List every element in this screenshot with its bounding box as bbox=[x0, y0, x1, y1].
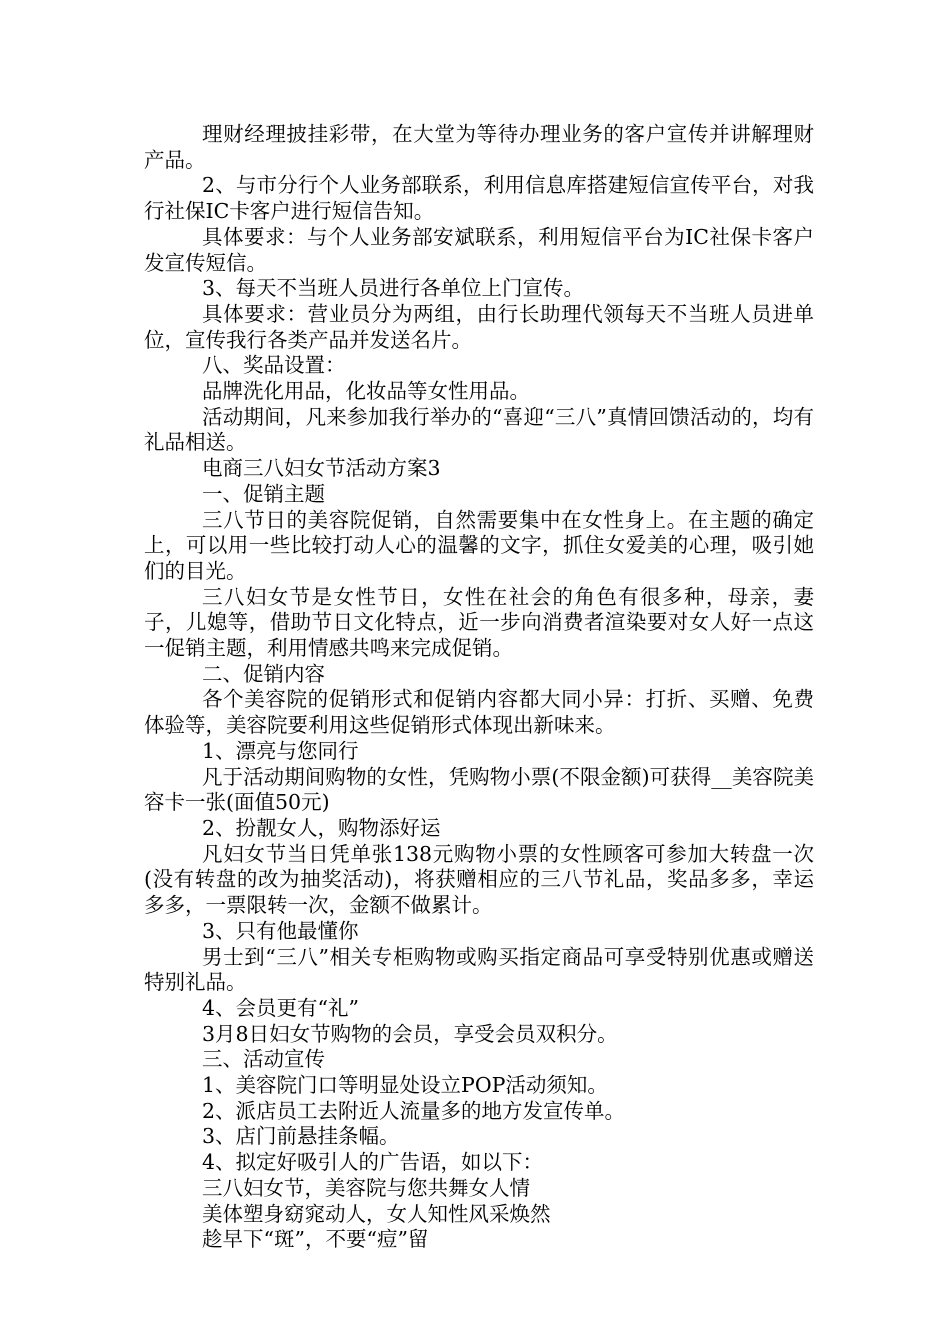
paragraph: 三八节日的美容院促销，自然需要集中在女性身上。在主题的确定上，可以用一些比较打动人心的温馨的文字，抓住女爱美的心理，吸引她们的目光。 bbox=[144, 507, 814, 583]
slogan-line: 三八妇女节，美容院与您共舞女人情 bbox=[202, 1175, 530, 1200]
list-item: 3、店门前悬挂条幅。 bbox=[202, 1124, 400, 1149]
paragraph: 凡妇女节当日凭单张138元购物小票的女性顾客可参加大转盘一次(没有转盘的改为抽奖活动)，将获赠相应的三八节礼品，奖品多多，幸运多多，一票限转一次，金额不做累计。 bbox=[144, 841, 814, 918]
list-item: 4、拟定好吸引人的广告语，如以下： bbox=[202, 1150, 544, 1175]
paragraph: 各个美容院的促销形式和促销内容都大同小异：打折、买赠、免费体验等，美容院要利用这些促销形式体现出新味来。 bbox=[144, 687, 814, 738]
document-body bbox=[144, 122, 814, 1253]
paragraph: 三八妇女节是女性节日，女性在社会的角色有很多种，母亲，妻子，儿媳等，借助节日文化特点，近一步向消费者渲染要对女人好一点这一促销主题，利用情感共鸣来完成促销。 bbox=[144, 584, 814, 661]
paragraph: 活动期间，凡来参加我行举办的“喜迎“三八”真情回馈活动的，均有礼品相送。 bbox=[144, 404, 814, 455]
section-heading: 八、奖品设置： bbox=[202, 353, 346, 378]
section-heading: 一、促销主题 bbox=[202, 481, 325, 506]
list-item: 1、美容院门口等明显处设立POP活动须知。 bbox=[202, 1073, 608, 1098]
slogan-line: 美体塑身窈窕动人，女人知性风采焕然 bbox=[202, 1201, 551, 1226]
paragraph: 品牌洗化用品，化妆品等女性用品。 bbox=[202, 379, 530, 404]
paragraph: 理财经理披挂彩带，在大堂为等待办理业务的客户宣传并讲解理财产品。 bbox=[144, 122, 814, 172]
subsection-heading: 2、扮靓女人，购物添好运 bbox=[202, 815, 441, 840]
paragraph: 凡于活动期间购物的女性，凭购物小票(不限金额)可获得__美容院美容卡一张(面值50元) bbox=[144, 764, 814, 815]
paragraph: 具体要求：营业员分为两组，由行长助理代领每天不当班人员进单位，宣传我行各类产品并发送名片。 bbox=[144, 301, 814, 352]
subsection-heading: 4、会员更有“礼” bbox=[202, 995, 360, 1020]
section-heading: 二、促销内容 bbox=[202, 661, 325, 686]
paragraph: 3、每天不当班人员进行各单位上门宣传。 bbox=[202, 276, 585, 301]
paragraph: 2、与市分行个人业务部联系，利用信息库搭建短信宣传平台，对我行社保IC卡客户进行短信告知。 bbox=[144, 173, 814, 224]
section-heading: 三、活动宣传 bbox=[202, 1047, 325, 1072]
subsection-heading: 3、只有他最懂你 bbox=[202, 918, 359, 943]
paragraph: 3月8日妇女节购物的会员，享受会员双积分。 bbox=[202, 1021, 618, 1046]
document-title: 电商三八妇女节活动方案3 bbox=[202, 456, 441, 481]
paragraph: 男士到“三八”相关专柜购物或购买指定商品可享受特别优惠或赠送特别礼品。 bbox=[144, 944, 814, 995]
subsection-heading: 1、漂亮与您同行 bbox=[202, 738, 359, 763]
slogan-line: 趁早下“斑”，不要“痘”留 bbox=[202, 1227, 429, 1252]
paragraph: 具体要求：与个人业务部安斌联系，利用短信平台为IC社保卡客户发宣传短信。 bbox=[144, 224, 814, 275]
list-item: 2、派店员工去附近人流量多的地方发宣传单。 bbox=[202, 1098, 626, 1123]
